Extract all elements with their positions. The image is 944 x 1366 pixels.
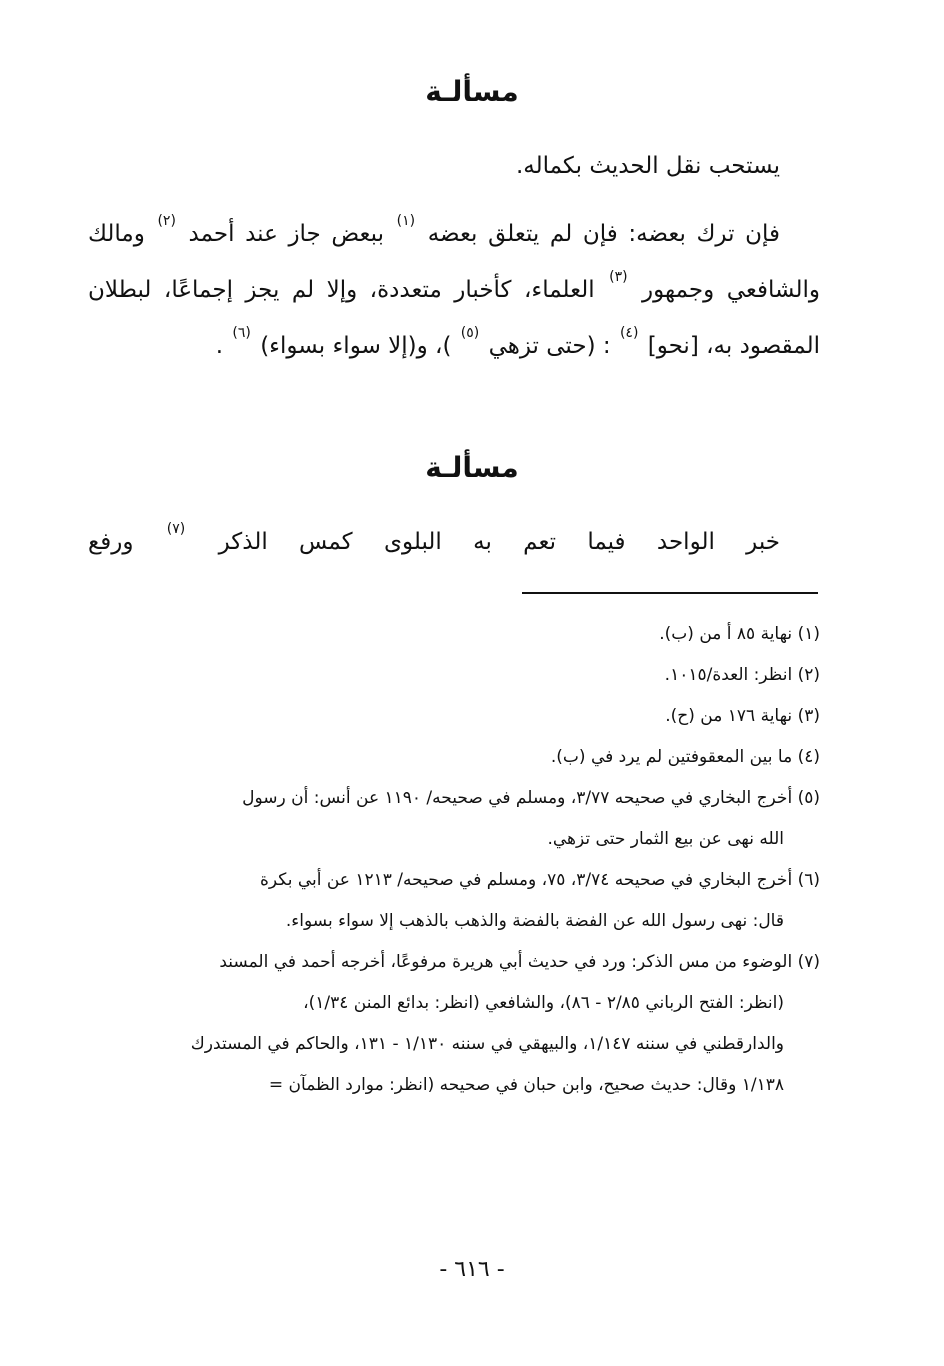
footnote-6-line-2: قال: نهى رسول الله عن الفضة بالفضة والذهب بالذهب إلا سواء بسواء. [285, 911, 784, 931]
paragraph-2-segment-6: )، و(إلا سواء بسواء) [260, 333, 452, 359]
paragraph-2-segment-4: العلماء، كأخبار متعددة، وإلا لم يجز إجماعًا، لبطلان المقصود به، [نحو] [88, 277, 820, 359]
footnote-ref-1: (١) [396, 213, 416, 229]
paragraph-3-segment-2: ورفع [88, 529, 134, 555]
paragraph-1 [88, 138, 820, 194]
footnote-ref-7: (٧) [166, 521, 186, 537]
footnote-7-line-1: (٧) الوضوء من مس الذكر: ورد في حديث أبي هريرة مرفوعًا، أخرجه أحمد في المسند [219, 952, 820, 972]
footnote-3: (٣) نهاية ١٧٦ من (ح). [665, 706, 820, 726]
footnote-separator [522, 592, 818, 594]
paragraph-3 [88, 514, 820, 570]
footnote-7-line-3: والدارقطني في سننه ١/١٤٧، والبيهقي في سننه ١/١٣٠ - ١٣١، والحاكم في المستدرك [190, 1034, 784, 1054]
paragraph-2-segment-3: ومالك والشافعي وجمهور [88, 221, 820, 303]
paragraph-3-segment-1: خبر الواحد فيما تعم به البلوى كمس الذكر [218, 529, 781, 555]
footnote-ref-2: (٢) [157, 213, 176, 229]
paragraph-2-segment-1: فإن ترك بعضه: فإن لم يتعلق بعضه [427, 221, 780, 247]
section-heading-1: مسألـة [425, 75, 519, 108]
page-number: - ٦١٦ - [439, 1257, 505, 1282]
footnote-5-line-1: (٥) أخرج البخاري في صحيحه ٣/٧٧، ومسلم في صحيحه/ ١١٩٠ عن أنس: أن رسول [242, 788, 820, 808]
footnote-7-line-2: (انظر: الفتح الرباني ٢/٨٥ - ٨٦)، والشافعي (انظر: بدائع المنن ١/٣٤)، [303, 993, 784, 1013]
paragraph-2 [88, 206, 820, 374]
footnotes [92, 614, 820, 1106]
paragraph-2-segment-2: ببعض جاز عند أحمد [188, 221, 384, 247]
footnote-5-line-2: الله نهى عن بيع الثمار حتى تزهي. [547, 829, 784, 849]
paragraph-2-segment-5: : (حتى تزهي [488, 333, 611, 359]
footnote-ref-3: (٣) [609, 269, 628, 285]
footnote-ref-5: (٥) [460, 325, 480, 341]
footnote-4: (٤) ما بين المعقوفتين لم يرد في (ب). [550, 747, 820, 767]
section-heading-2: مسألـة [425, 451, 519, 484]
paragraph-2-segment-7: . [215, 333, 224, 359]
footnote-2: (٢) انظر: العدة/١٠١٥. [664, 665, 820, 685]
footnote-1: (١) نهاية ٨٥ أ من (ب). [659, 624, 820, 644]
footnote-ref-6: (٦) [232, 325, 251, 341]
paragraph-1-text: يستحب نقل الحديث بكماله. [515, 153, 780, 179]
footnote-6-line-1: (٦) أخرج البخاري في صحيحه ٣/٧٤، ٧٥، ومسلم في صحيحه/ ١٢١٣ عن أبي بكرة [260, 870, 820, 890]
footnote-ref-4: (٤) [619, 325, 639, 341]
footnote-7-line-4: ١/١٣٨ وقال: حديث صحيح، وابن حبان في صحيحه (انظر: موارد الظمآن = [268, 1075, 784, 1095]
